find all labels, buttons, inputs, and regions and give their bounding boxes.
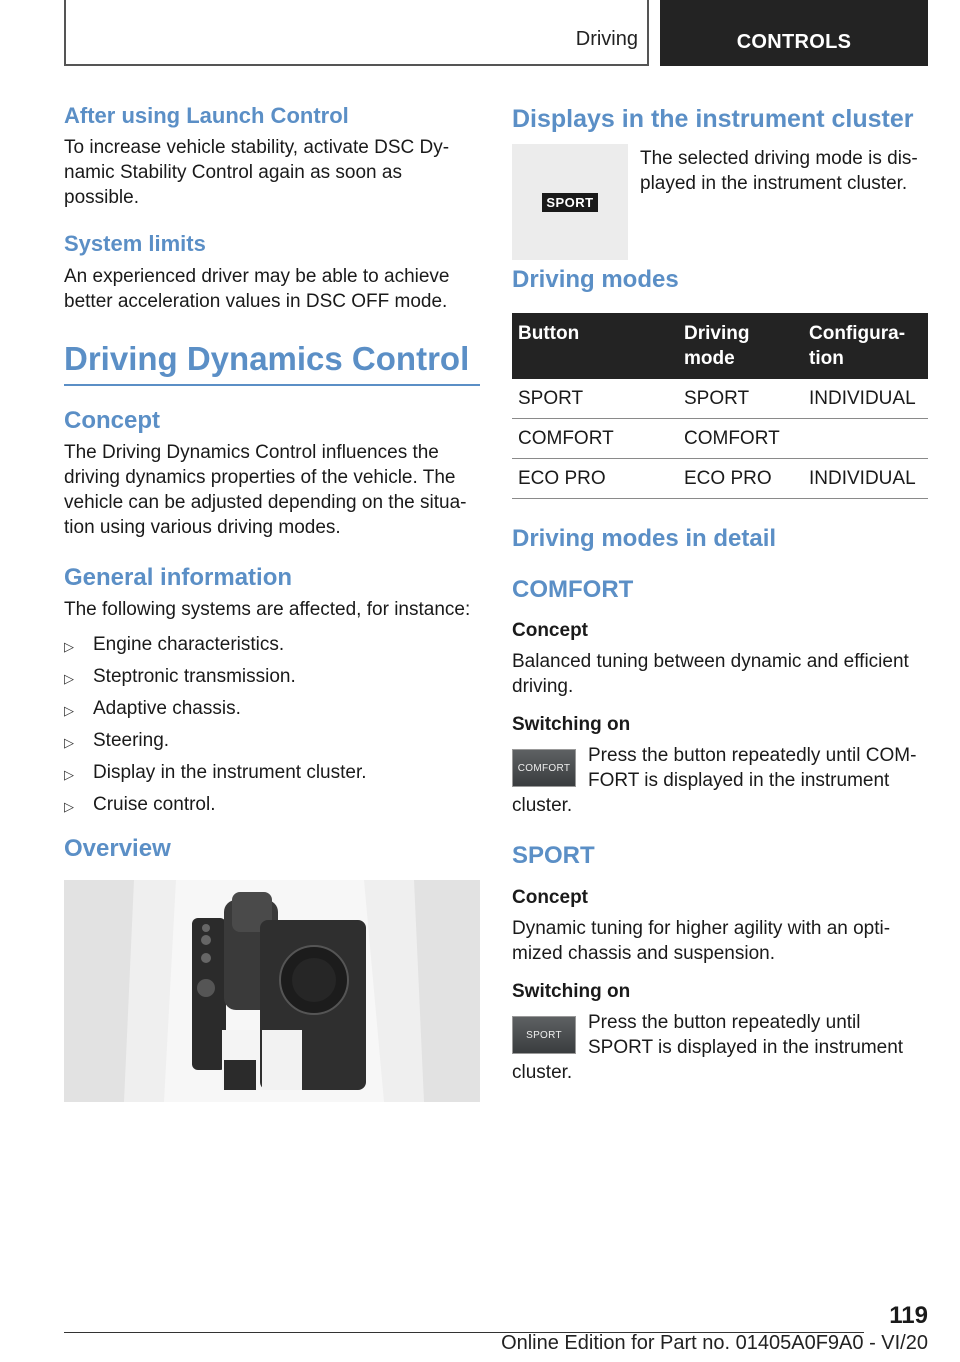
list-item: ▷ Engine characteristics. [64,632,480,657]
table-row [512,379,928,419]
page-header [64,0,928,66]
system-limits-title: System limits [64,231,206,257]
center-console-illustration [64,880,480,1102]
left-column [64,100,480,1102]
table-cell: ECO PRO [678,458,803,498]
comfort-switch-label: Switching on [512,714,631,736]
detail-title: Driving modes in detail [512,524,777,552]
table-row [512,418,928,458]
driving-modes-table [512,313,928,499]
table-cell: COMFORT [678,418,803,458]
triangle-right-icon: ▷ [64,638,74,654]
general-title: General information [64,564,293,592]
modes-title: Driving modes [512,266,679,293]
displays-title: Displays in the instrument cluster [512,105,914,133]
footer-edition: Online Edition for Part no. 01405A0F9A0 - VI/20 [501,1332,928,1354]
triangle-right-icon: ▷ [64,734,74,750]
comfort-concept-text: Balanced tuning between dynamic and efficient driving. [512,651,909,698]
overview-title: Overview [64,834,171,862]
table-row [512,458,928,498]
main-title: Driving Dynamics Control [64,339,470,377]
table-cell [803,418,928,458]
general-text: The following systems are affected, for instance: [64,598,471,620]
table-cell: SPORT [512,379,678,419]
sport-button-image: SPORT [512,1016,576,1054]
table-cell: COMFORT [512,418,678,458]
concept-title: Concept [64,407,160,435]
concept-text: The Driving Dynamics Control influences the driving dynamics properties of the vehicle. The vehicle can be adjusted depending on the situation using various driving modes. [64,442,467,539]
page-number: 119 [889,1302,928,1329]
header-chapter: CONTROLS [660,0,928,66]
after-launch-title: After using Launch Control [64,103,349,128]
sport-concept-text: Dynamic tuning for higher agility with an optimized chassis and suspension. [512,918,891,965]
comfort-title: COMFORT [512,575,634,603]
list-item: ▷ Steptronic transmission. [64,664,480,689]
comfort-switch-text: Press the button repeatedly until COMFORT is displayed in the instrument cluster. [512,745,917,817]
sport-switch-text: Press the button repeatedly until SPORT is displayed in the instrument cluster. [512,1012,904,1084]
right-column [512,100,928,1085]
table-cell: INDIVIDUAL [803,458,928,498]
sport-title: SPORT [512,842,595,870]
comfort-concept-label: Concept [512,620,588,642]
system-limits-text: An experienced driver may be able to achieve better acceleration values in DSC OFF mode. [64,265,450,312]
after-launch-text: To increase vehicle stability, activate DSC Dynamic Stability Control again as soon as possible. [64,137,450,209]
table-cell: SPORT [678,379,803,419]
displays-block [512,144,928,260]
instrument-cluster-thumbnail [512,144,628,260]
triangle-right-icon: ▷ [64,670,74,686]
list-item: ▷ Adaptive chassis. [64,696,480,721]
header-frame [64,0,649,66]
table-cell: INDIVIDUAL [803,379,928,419]
table-header-row [512,313,928,379]
sport-switch-block [512,1010,928,1085]
sport-concept-label: Concept [512,887,588,909]
comfort-switch-block [512,743,928,818]
column-header: Button [512,313,678,379]
general-list [64,632,480,817]
displays-text: The selected driving mode is displayed in the instrument cluster. [640,148,918,194]
table-cell: ECO PRO [512,458,678,498]
column-header: Driving mode [678,313,803,379]
main-title-block [64,339,480,387]
header-section: Driving [575,28,638,50]
triangle-right-icon: ▷ [64,798,74,814]
list-item: ▷ Steering. [64,728,480,753]
sport-switch-label: Switching on [512,981,631,1003]
triangle-right-icon: ▷ [64,702,74,718]
list-item: ▷ Cruise control. [64,792,480,817]
column-header: Configuration [803,313,928,379]
triangle-right-icon: ▷ [64,766,74,782]
list-item: ▷ Display in the instrument cluster. [64,760,480,785]
comfort-button-image: COMFORT [512,749,576,787]
sport-display-chip: SPORT [542,193,597,212]
center-console-photo [64,880,480,1102]
